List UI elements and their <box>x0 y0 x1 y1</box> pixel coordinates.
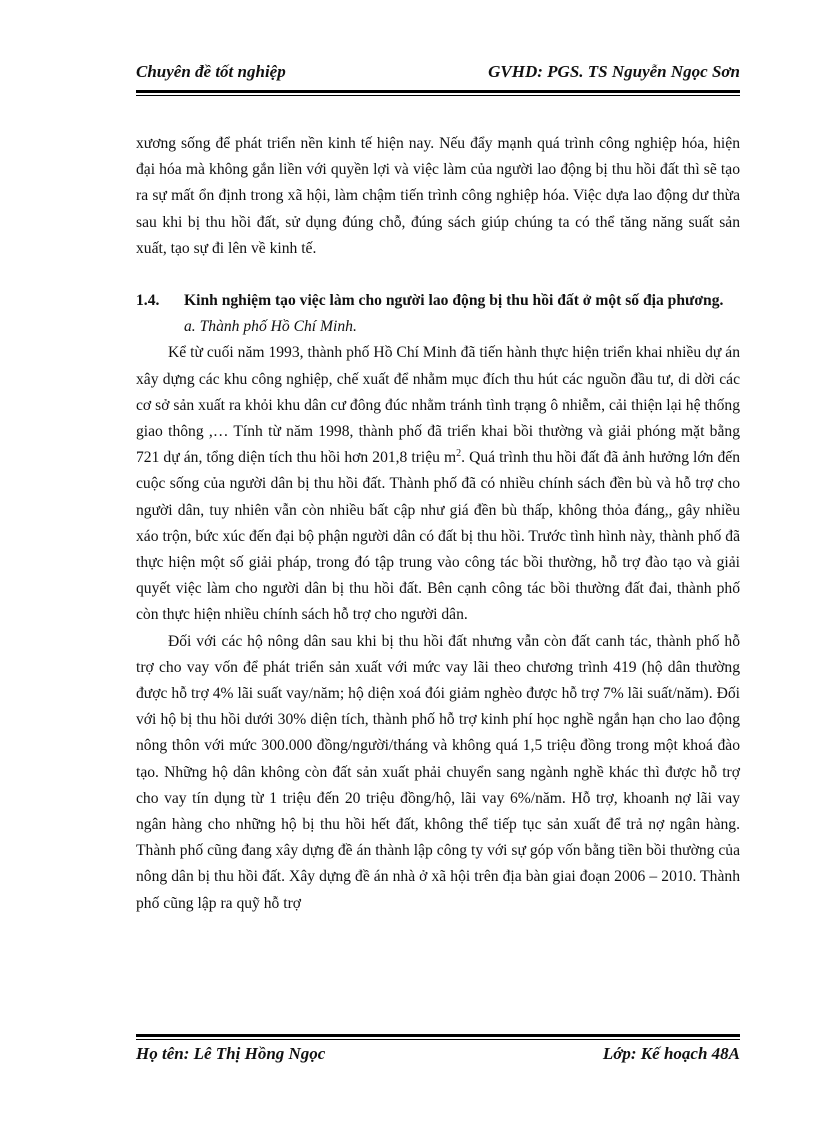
section-title: Kinh nghiệm tạo việc làm cho người lao động bị thu hồi đất ở một số địa phương. <box>184 292 724 310</box>
section-number: 1.4. <box>136 292 160 310</box>
subsection-heading: a. Thành phố Hồ Chí Minh. <box>184 318 357 336</box>
paragraph-1-part-b: . Quá trình thu hồi đất đã ảnh hưởng lớn đến cuộc sống của người dân bị thu hồi đất. Thành phố đã có nhiều chính sách đền bù và hỗ trợ cho người dân, tuy nhiên vẫn còn nhiều bất cập như giá đền bù thấp, không thỏa đáng,, gây nhiều xáo trộn, bức xúc đến đại bộ phận người dân có đất bị thu hồi. Trước tình hình này, thành phố đã thực hiện một số giải pháp, trong đó tập trung vào công tác bồi thường, hỗ trợ đào tạo và giải quyết việc làm cho người dân bị thu hồi đất. Bên cạnh công tác bồi thường đất đai, thành phố còn thực hiện nhiều chính sách hỗ trợ cho người dân. <box>136 449 740 624</box>
header-document-type: Chuyên đề tốt nghiệp <box>136 62 286 81</box>
section-heading <box>136 288 740 314</box>
footer-author: Họ tên: Lê Thị Hồng Ngọc <box>136 1044 326 1063</box>
header-rule-thick <box>136 90 740 93</box>
intro-paragraph: xương sống để phát triển nền kinh tế hiện nay. Nếu đẩy mạnh quá trình công nghiệp hóa, hiện đại hóa mà không gắn liền với quyền lợi và việc làm của người lao động bị thu hồi đất thì sẽ tạo ra sự mất ổn định trong xã hội, làm chậm tiến trình công nghiệp hóa. Việc dựa lao động dư thừa sau khi bị thu hồi đất, sử dụng đúng chỗ, đúng sách giúp chúng ta có thể tăng năng suất sản xuất, tạo sự đi lên về kinh tế. <box>136 135 740 257</box>
footer-rule-thick <box>136 1034 740 1037</box>
footer-class: Lớp: Kế hoạch 48A <box>602 1044 740 1063</box>
page-body <box>136 131 740 917</box>
footer-rule-thin <box>136 1039 740 1040</box>
page-footer <box>136 1042 740 1070</box>
paragraph-spacer <box>136 262 740 288</box>
header-rule-thin <box>136 95 740 96</box>
paragraph-1-part-a: Kể từ cuối năm 1993, thành phố Hồ Chí Minh đã tiến hành thực hiện triển khai nhiều dự án xây dựng các khu công nghiệp, chế xuất để nhằm mục đích thu hút các nguồn đầu tư, di dời các cơ sở sản xuất ra khỏi khu dân cư đông đúc nhằm tránh tình trạng ô nhiễm, cải thiện lại hệ thống giao thông ,… Tính từ năm 1998, thành phố đã triển khai bồi thường và giải phóng mặt bằng 721 dự án, tổng diện tích thu hồi hơn 201,8 triệu m <box>136 344 740 467</box>
page-header <box>136 60 740 88</box>
body-paragraph-1 <box>136 340 740 628</box>
body-paragraph-2: Đối với các hộ nông dân sau khi bị thu hồi đất nhưng vẫn còn đất canh tác, thành phố hỗ trợ cho vay vốn để phát triển sản xuất với mức vay lãi theo chương trình 419 (hộ dân thường được hỗ trợ 4% lãi suất vay/năm; hộ diện xoá đói giảm nghèo được hỗ trợ 7% lãi suất/năm). Đối với hộ bị thu hồi dưới 30% diện tích, thành phố hỗ trợ kinh phí học nghề ngắn hạn cho lao động nông thôn với mức 300.000 đồng/người/tháng và không quá 1,5 triệu đồng trong một khoá đào tạo. Những hộ dân không còn đất sản xuất phải chuyển sang ngành nghề khác thì được hỗ trợ cho vay tín dụng từ 1 triệu đến 20 triệu đồng/hộ, lãi vay 6%/năm. Hỗ trợ, khoanh nợ lãi vay ngân hàng cho những hộ bị thu hồi hết đất, không thể tiếp tục sản xuất để trả nợ ngân hàng. Thành phố cũng đang xây dựng đề án thành lập công ty với sự góp vốn bằng tiền bồi thường của nông dân bị thu hồi đất. Xây dựng đề án nhà ở xã hội trên địa bàn giai đoạn 2006 – 2010. Thành phố cũng lập ra quỹ hỗ trợ <box>136 632 740 912</box>
header-supervisor: GVHD: PGS. TS Nguyễn Ngọc Sơn <box>488 62 740 81</box>
superscript-two: 2 <box>456 448 462 460</box>
